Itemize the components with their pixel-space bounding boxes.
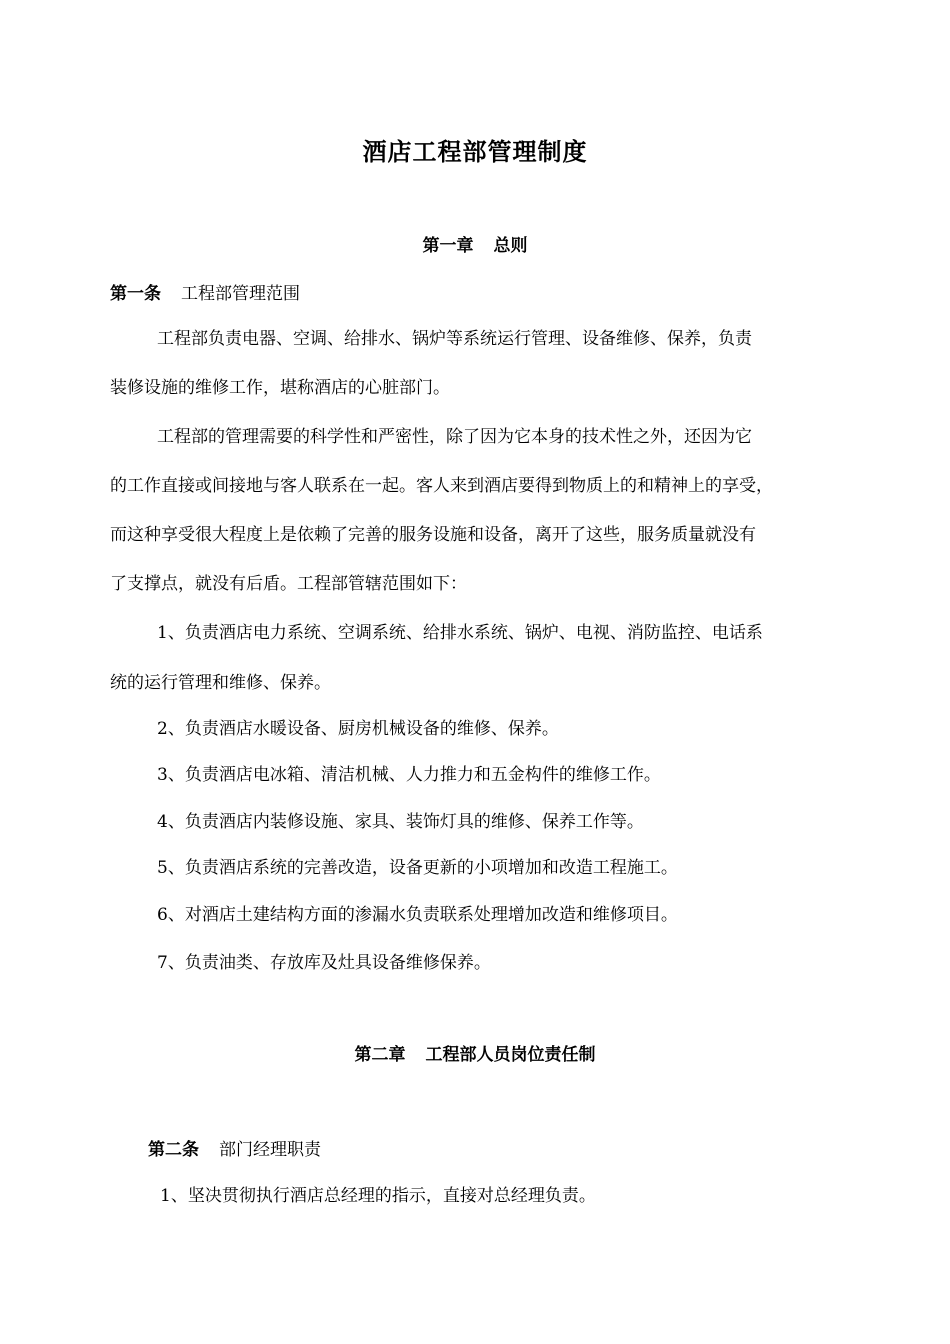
scope-list-item: 6、对酒店土建结构方面的渗漏水负责联系处理增加改造和维修项目。 [157,905,678,925]
article-1-heading [110,282,300,306]
scope-list-item: 7、负责油类、存放库及灶具设备维修保养。 [157,953,491,973]
paragraph-line: 了支撑点，就没有后盾。工程部管辖范围如下： [110,574,467,594]
scope-list-item: 2、负责酒店水暖设备、厨房机械设备的维修、保养。 [157,719,559,739]
paragraph-line: 工程部的管理需要的科学性和严密性，除了因为它本身的技术性之外，还因为它 [157,427,752,447]
chapter-1-title: 总则 [493,236,528,256]
paragraph-line: 而这种享受很大程度上是依赖了完善的服务设施和设备，离开了这些，服务质量就没有 [110,525,756,545]
article-1-title: 工程部管理范围 [181,284,300,304]
scope-list-item: 统的运行管理和维修、保养。 [110,673,331,693]
article-2-title: 部门经理职责 [219,1140,321,1160]
chapter-1-heading [0,234,950,258]
manager-duty-item: 1、坚决贯彻执行酒店总经理的指示，直接对总经理负责。 [160,1186,596,1206]
chapter-1-number: 第一章 [422,236,474,256]
document-title: 酒店工程部管理制度 [362,137,588,166]
chapter-2-number: 第二章 [354,1045,406,1065]
paragraph-line: 工程部负责电器、空调、给排水、锅炉等系统运行管理、设备维修、保养，负责 [157,329,752,349]
scope-list-item: 5、负责酒店系统的完善改造，设备更新的小项增加和改造工程施工。 [157,858,678,878]
scope-list-item: 3、负责酒店电冰箱、清洁机械、人力推力和五金构件的维修工作。 [157,765,661,785]
article-1-number: 第一条 [110,284,161,304]
chapter-2-title: 工程部人员岗位责任制 [425,1045,596,1065]
scope-list-item: 1、负责酒店电力系统、空调系统、给排水系统、锅炉、电视、消防监控、电话系 [157,623,763,643]
article-2-number: 第二条 [148,1140,199,1160]
article-2-heading [148,1138,321,1162]
scope-list-item: 4、负责酒店内装修设施、家具、装饰灯具的维修、保养工作等。 [157,812,644,832]
chapter-2-heading [0,1043,950,1067]
paragraph-line: 装修设施的维修工作，堪称酒店的心脏部门。 [110,378,450,398]
paragraph-line: 的工作直接或间接地与客人联系在一起。客人来到酒店要得到物质上的和精神上的享受， [110,476,773,496]
